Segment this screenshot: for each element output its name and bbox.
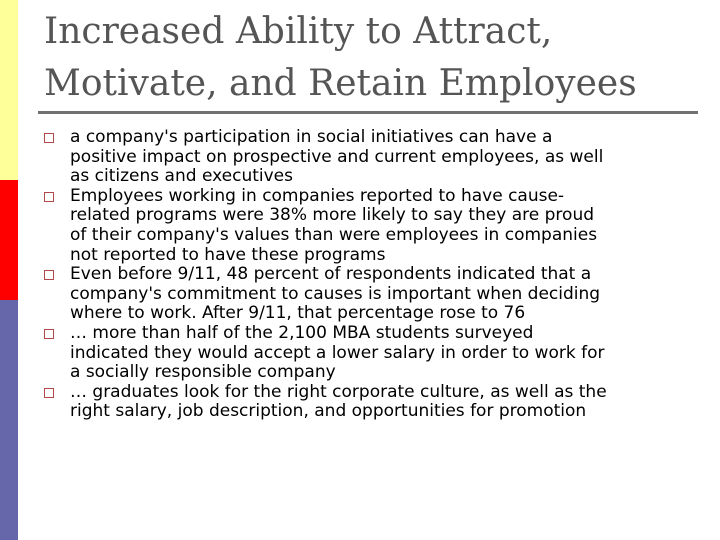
accent-side-bar: [0, 0, 18, 540]
bullet-1-line-3: as citizens and executives: [70, 166, 293, 187]
square-bullet-icon: [44, 192, 54, 202]
square-bullet-icon: [44, 133, 54, 143]
slide-title-line-1: Increased Ability to Attract,: [44, 11, 553, 52]
bullet-4-line-1: … more than half of the 2,100 MBA students surveyed: [70, 322, 534, 343]
slide-title: [44, 6, 704, 110]
bullet-list: [40, 128, 710, 422]
bullet-2-line-2: related programs were 38% more likely to say they are proud: [70, 205, 595, 226]
square-bullet-icon: [44, 388, 54, 398]
bullet-item-2: [40, 187, 710, 265]
bullet-4-line-2: indicated they would accept a lower salary in order to work for: [70, 342, 605, 363]
accent-bar-red: [0, 180, 18, 300]
bullet-item-5: [40, 383, 710, 422]
bullet-item-1: [40, 128, 710, 187]
bullet-2-line-4: not reported to have these programs: [70, 244, 386, 265]
bullet-2-line-3: of their company's values than were employees in companies: [70, 224, 598, 245]
bullet-5-line-2: right salary, job description, and opportunities for promotion: [70, 401, 587, 422]
square-bullet-icon: [44, 329, 54, 339]
bullet-3-line-1: Even before 9/11, 48 percent of respondents indicated that a: [70, 264, 592, 285]
bullet-3-line-2: company's commitment to causes is important when deciding: [70, 283, 601, 304]
bullet-1-line-2: positive impact on prospective and current employees, as well: [70, 146, 604, 167]
bullet-5-line-1: … graduates look for the right corporate culture, as well as the: [70, 381, 607, 402]
bullet-item-4: [40, 324, 710, 383]
accent-bar-purple: [0, 300, 18, 540]
title-underline-rule: [38, 111, 698, 114]
bullet-item-3: [40, 265, 710, 324]
bullet-1-line-1: a company's participation in social initiatives can have a: [70, 127, 553, 147]
bullet-4-line-3: a socially responsible company: [70, 362, 336, 383]
square-bullet-icon: [44, 270, 54, 280]
accent-bar-yellow: [0, 0, 18, 180]
bullet-3-line-3: where to work. After 9/11, that percentage rose to 76: [70, 303, 526, 324]
slide-title-line-2: Motivate, and Retain Employees: [44, 63, 637, 104]
bullet-2-line-1: Employees working in companies reported to have cause-: [70, 185, 565, 206]
